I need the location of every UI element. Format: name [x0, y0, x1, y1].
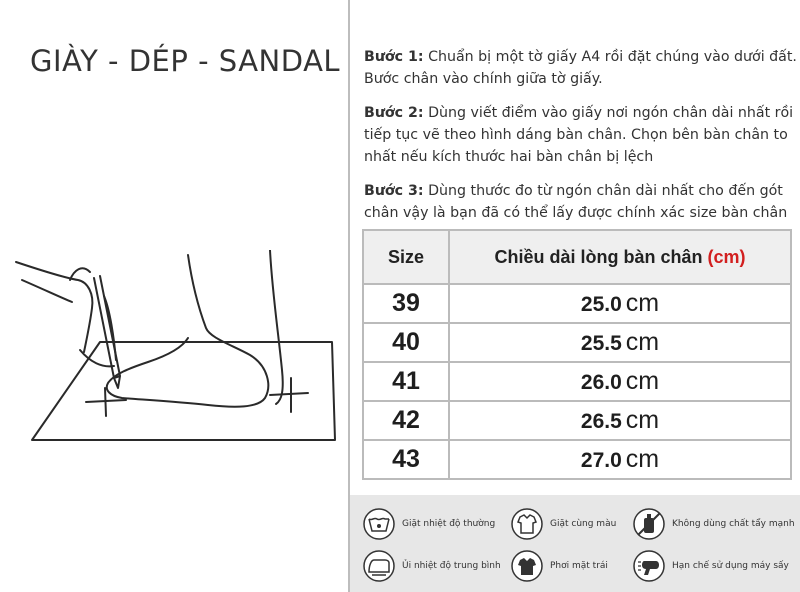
care-label: Giặt cùng màu: [550, 519, 617, 529]
header-length-label: Chiều dài lòng bàn chân: [494, 246, 703, 267]
step-3-text: Dùng thước đo từ ngón chân dài nhất cho đến gót chân vậy là bạn đã có thể lấy được chính xác size bàn chân: [364, 183, 788, 221]
table-row: [363, 284, 791, 323]
size-cell: 42: [363, 401, 449, 440]
length-unit: cm: [625, 406, 660, 434]
limit-dryer-icon: [632, 549, 666, 583]
length-cell: [449, 323, 791, 362]
size-cell: 43: [363, 440, 449, 479]
length-unit: cm: [625, 289, 660, 317]
length-value: 26.5: [580, 410, 622, 433]
care-label: Ủi nhiệt độ trung bình: [402, 561, 501, 571]
care-label: Phơi mặt trái: [550, 561, 608, 571]
length-value: 27.0: [580, 449, 622, 472]
table-row: [363, 323, 791, 362]
care-item: [362, 507, 495, 541]
foot-measuring-illustration: [10, 250, 345, 450]
step-2-text: Dùng viết điểm vào giấy nơi ngón chân dài nhất rồi tiếp tục vẽ theo hình dáng bàn chân. Chọn bên bàn chân to nhất nếu kích thước hai bàn chân bị lệch: [364, 105, 794, 165]
length-cell: [449, 440, 791, 479]
step-2: [364, 102, 798, 168]
length-unit: cm: [625, 445, 660, 473]
step-1: [364, 46, 798, 90]
length-cell: [449, 401, 791, 440]
table-row: [363, 401, 791, 440]
header-length: [449, 230, 791, 284]
care-item: [510, 507, 616, 541]
step-3-label: Bước 3:: [364, 183, 424, 199]
care-label: Giặt nhiệt độ thường: [402, 519, 496, 529]
left-panel: [0, 0, 348, 592]
header-unit: (cm): [707, 246, 746, 267]
size-cell: 41: [363, 362, 449, 401]
page-title: GIÀY - DÉP - SANDAL: [30, 44, 341, 78]
care-item: [362, 549, 501, 583]
care-item: [510, 549, 608, 583]
care-instructions: [350, 495, 800, 592]
length-value: 25.5: [580, 332, 622, 355]
length-cell: [449, 284, 791, 323]
dry-inside-out-icon: [510, 549, 544, 583]
care-item: [632, 507, 795, 541]
table-row: [363, 362, 791, 401]
length-cell: [449, 362, 791, 401]
length-unit: cm: [625, 328, 660, 356]
length-value: 25.0: [580, 293, 622, 316]
length-unit: cm: [625, 367, 660, 395]
header-size: Size: [363, 230, 449, 284]
step-1-label: Bước 1:: [364, 49, 424, 65]
care-item: [632, 549, 789, 583]
step-2-label: Bước 2:: [364, 105, 424, 121]
size-table: [362, 229, 792, 480]
size-cell: 40: [363, 323, 449, 362]
table-row: [363, 440, 791, 479]
wash-temperature-icon: [362, 507, 396, 541]
iron-medium-icon: [362, 549, 396, 583]
step-1-text: Chuẩn bị một tờ giấy A4 rồi đặt chúng vào dưới đất. Bước chân vào chính giữa tờ giấy.: [364, 49, 797, 87]
length-value: 26.0: [580, 371, 622, 394]
care-label: Không dùng chất tẩy mạnh: [672, 519, 795, 529]
no-bleach-icon: [632, 507, 666, 541]
size-cell: 39: [363, 284, 449, 323]
table-header-row: [363, 230, 791, 284]
wash-same-color-icon: [510, 507, 544, 541]
instructions: [364, 46, 798, 236]
care-label: Hạn chế sử dụng máy sấy: [672, 561, 789, 571]
step-3: [364, 180, 798, 224]
